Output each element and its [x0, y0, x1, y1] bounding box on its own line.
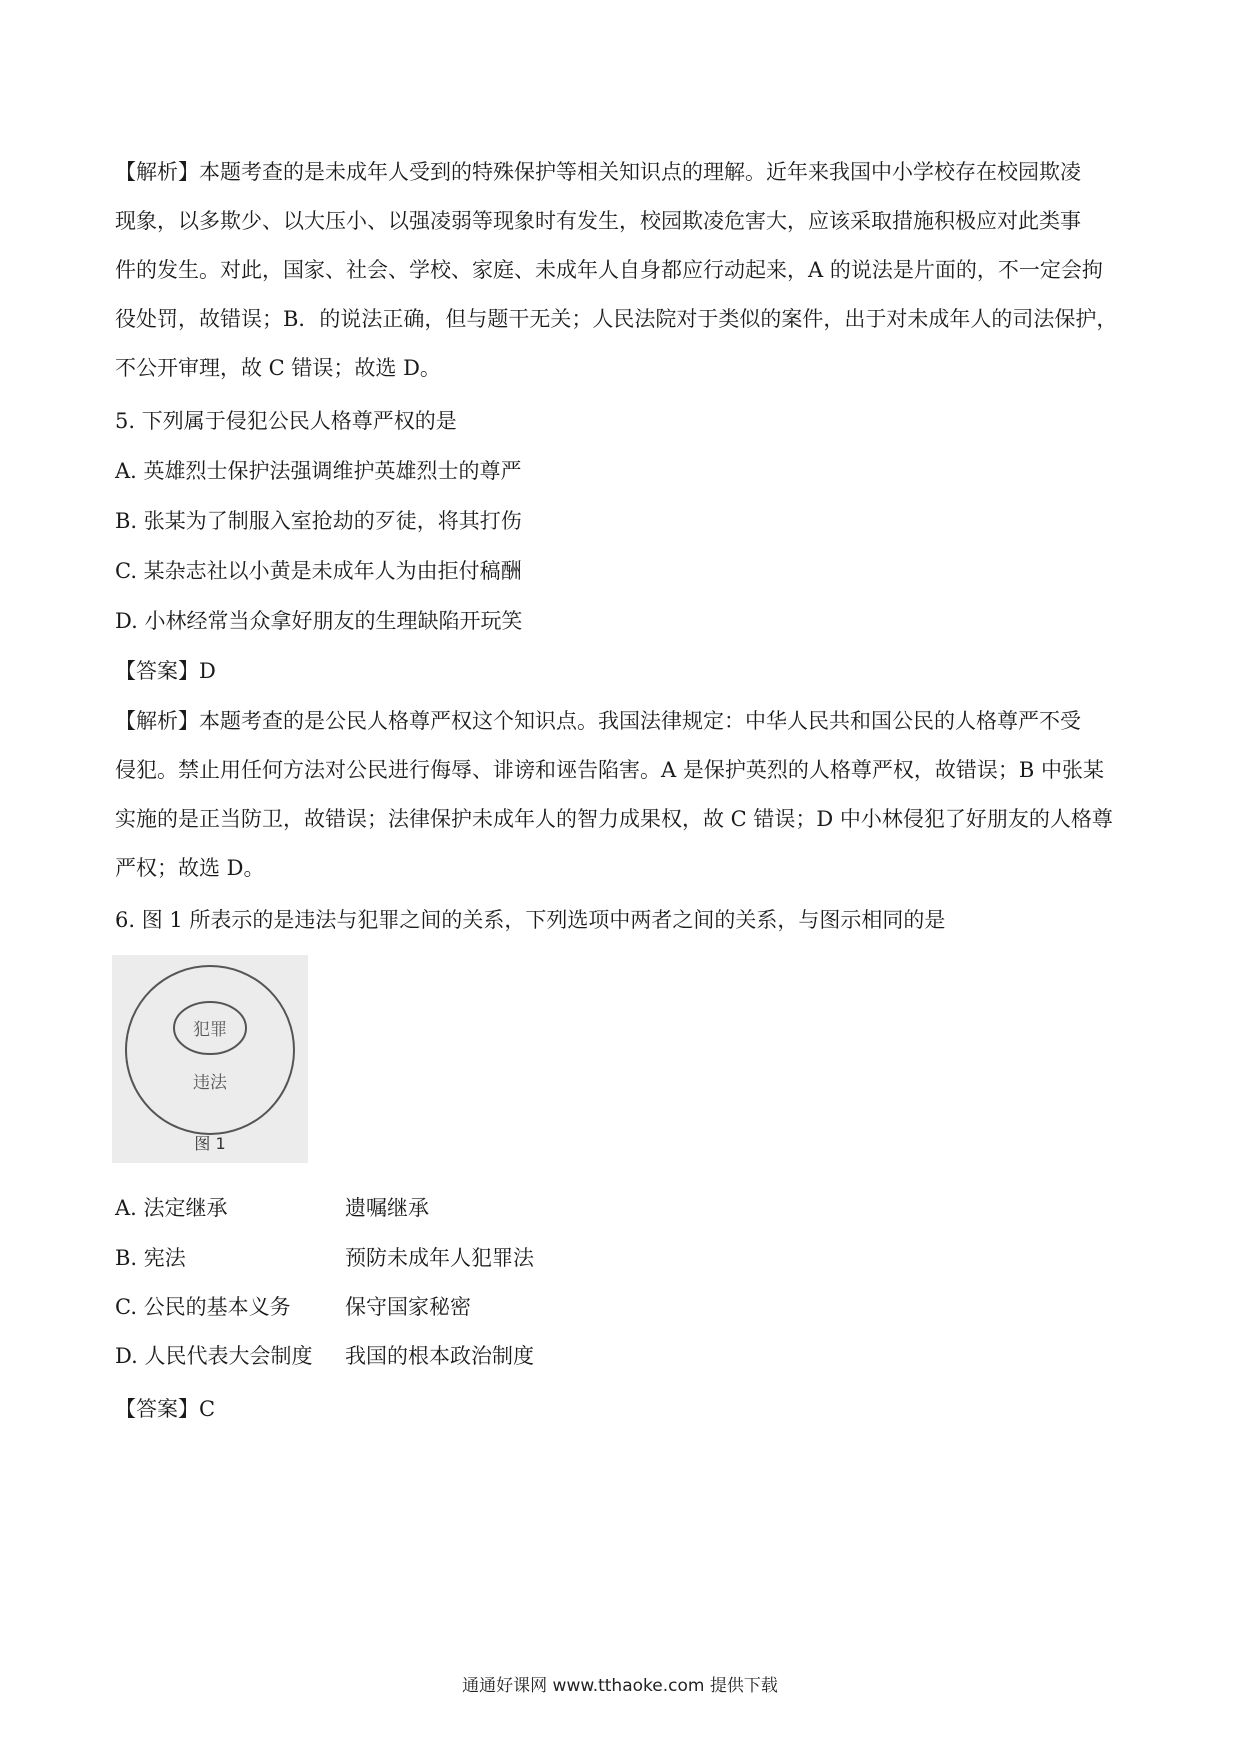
q4-analysis-line-5: 不公开审理，故 C 错误；故选 D。: [115, 356, 441, 380]
q4-analysis-line-2: 现象，以多欺少、以大压小、以强凌弱等现象时有发生，校园欺凌危害大，应该采取措施积极应对此类事: [115, 209, 1081, 233]
q6-option-a-first: A. 法定继承: [115, 1196, 228, 1220]
q6-option-d-first: D. 人民代表大会制度: [115, 1344, 313, 1368]
outer-label: 违法: [193, 1073, 227, 1093]
q5-option-b: B. 张某为了制服入室抢劫的歹徒，将其打伤: [115, 509, 522, 533]
q6-option-b-second: 预防未成年人犯罪法: [345, 1246, 534, 1270]
q5-analysis-line-3: 实施的是正当防卫，故错误；法律保护未成年人的智力成果权，故 C 错误；D 中小林侵犯了好朋友的人格尊: [115, 807, 1113, 831]
q5-option-d: D. 小林经常当众拿好朋友的生理缺陷开玩笑: [115, 609, 523, 633]
q5-answer: 【答案】D: [115, 659, 216, 683]
q6-answer: 【答案】C: [115, 1397, 216, 1421]
q6-option-d-second: 我国的根本政治制度: [345, 1344, 534, 1368]
q4-analysis-line-4: 役处罚，故错误；B．的说法正确，但与题干无关；人民法院对于类似的案件，出于对未成年人的司法保护，: [115, 307, 1118, 331]
q6-option-b-first: B. 宪法: [115, 1246, 186, 1270]
venn-diagram: [112, 955, 308, 1163]
q6-question: 6. 图 1 所表示的是违法与犯罪之间的关系，下列选项中两者之间的关系，与图示相同的是: [115, 908, 946, 932]
q5-analysis-line-2: 侵犯。禁止用任何方法对公民进行侮辱、诽谤和诬告陷害。A 是保护英烈的人格尊严权，故错误；B 中张某: [115, 758, 1104, 782]
footer-source: 通通好课网 www.tthaoke.com 提供下载: [462, 1676, 778, 1696]
q5-analysis-line-4: 严权；故选 D。: [115, 856, 265, 880]
outer-circle-illegal: [126, 966, 294, 1134]
q5-option-c: C. 某杂志社以小黄是未成年人为由拒付稿酬: [115, 559, 522, 583]
venn-diagram-figure: [112, 955, 308, 1163]
inner-label: 犯罪: [193, 1020, 227, 1040]
q5-analysis-line-1: 【解析】本题考查的是公民人格尊严权这个知识点。我国法律规定：中华人民共和国公民的人格尊严不受: [115, 709, 1081, 733]
figure-caption: 图 1: [194, 1134, 226, 1153]
q5-question: 5. 下列属于侵犯公民人格尊严权的是: [115, 409, 457, 433]
q6-option-c-first: C. 公民的基本义务: [115, 1295, 291, 1319]
q4-analysis-line-1: 【解析】本题考查的是未成年人受到的特殊保护等相关知识点的理解。近年来我国中小学校存在校园欺凌: [115, 160, 1081, 184]
q4-analysis-line-3: 件的发生。对此，国家、社会、学校、家庭、未成年人自身都应行动起来，A 的说法是片面的，不一定会拘: [115, 258, 1103, 282]
q6-option-a-second: 遗嘱继承: [345, 1196, 429, 1220]
q5-option-a: A. 英雄烈士保护法强调维护英雄烈士的尊严: [115, 459, 522, 483]
q6-option-c-second: 保守国家秘密: [345, 1295, 471, 1319]
